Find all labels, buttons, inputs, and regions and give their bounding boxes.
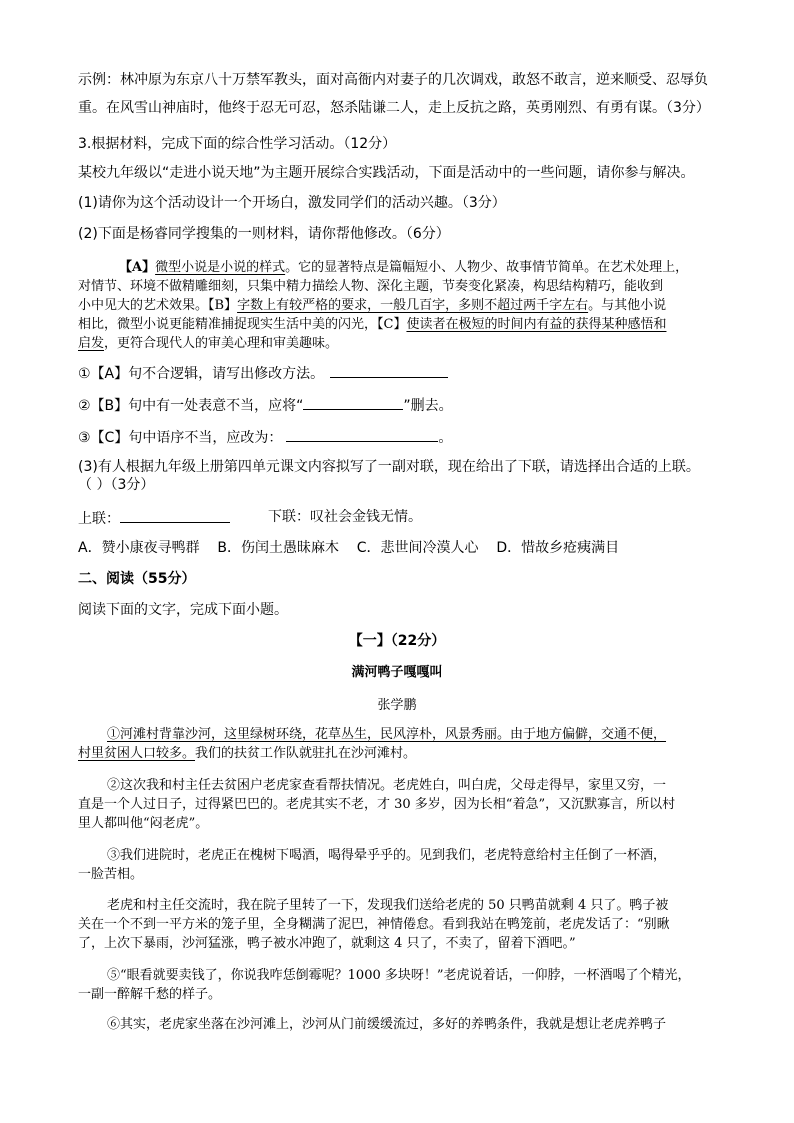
- material-line-4: 相比，微型小说更能精准捕捉现实生活中美的闪光，【C】使读者在极短的时间内有益的获得某种感悟和: [78, 317, 667, 332]
- item-1: ①【A】句不合逻辑，请写出修改方法。: [78, 363, 448, 383]
- material-line-3: 小中见大的艺术效果。【B】字数上有较严格的要求，一般几百字，多则不超过两千字左右。与其他小说: [78, 298, 667, 313]
- material-line-1: 【A】微型小说是小说的样式。它的显著特点是篇幅短小、人物少、故事情节简单。在艺术处理上，: [119, 260, 689, 275]
- section-2-title: 二、阅读（55分）: [78, 571, 196, 587]
- answer-blank-1[interactable]: [330, 363, 448, 378]
- paragraph-4-line-1: 老虎和村主任交流时，我在院子里转了一下，发现我们送给老虎的 50 只鸭苗就剩 4 只了。鸭子被: [107, 898, 669, 913]
- question-3-intro: 某校九年级以“走进小说天地”为主题开展综合实践活动，下面是活动中的一些问题，请你参与解决。: [78, 165, 695, 181]
- paragraph-1-line-2: 村里贫困人口较多。我们的扶贫工作队就驻扎在沙河滩村。: [78, 746, 417, 761]
- answer-options: A．赞小康夜寻鸭群 B．伤闰土愚昧麻木 C．悲世间冷漠人心 D．惜故乡疮痍满目: [78, 540, 620, 556]
- upper-couplet-blank[interactable]: [120, 508, 230, 523]
- paragraph-4-line-2: 关在一个不到一平方米的笼子里，全身糊满了泥巴，神情倦怠。看到我站在鸭笼前，老虎发话了：“别瞅: [78, 917, 670, 932]
- couplet-upper: 上联：: [78, 508, 230, 528]
- reading-instruction: 阅读下面的文字，完成下面小题。: [78, 602, 288, 618]
- paragraph-3-line-1: ③我们进院时，老虎正在槐树下喝酒，喝得晕乎乎的。见到我们，老虎特意给村主任倒了一杯酒，: [107, 848, 667, 863]
- article-author: 张学鹏: [377, 698, 417, 713]
- material-line-5: 启发，更符合现代人的审美心理和审美趣味。: [78, 336, 339, 351]
- question-3-title: 3.根据材料，完成下面的综合性学习活动。（12分）: [78, 136, 397, 152]
- sentence-b: 字数上有较严格的要求，一般几百字，多则不超过两千字左右: [237, 298, 589, 313]
- couplet-lower: 下联：叹社会金钱无情。: [268, 509, 422, 525]
- sub-question-3-line-1: (3)有人根据九年级上册第四单元课文内容拟写了一副对联，现在给出了下联，请选择出合适的上联。: [78, 459, 700, 475]
- sub-question-2: (2)下面是杨睿同学搜集的一则材料，请你帮他修改。（6分）: [78, 226, 450, 242]
- paragraph-5-line-2: 一副一醉解千愁的样子。: [78, 987, 222, 1002]
- sentence-a: 微型小说是小说的样式: [155, 260, 286, 275]
- paragraph-3-line-2: 一脸苦相。: [78, 867, 144, 882]
- paragraph-6-line-1: ⑥其实，老虎家坐落在沙河滩上，沙河从门前缓缓流过，多好的养鸭条件，我就是想让老虎养鸭子: [107, 1017, 667, 1032]
- item-3: ③【C】句中语序不当，应改为： 。: [78, 427, 452, 447]
- sentence-c: 使读者在极短的时间内有益的获得某种感悟和: [406, 317, 667, 332]
- answer-blank-2[interactable]: [303, 395, 403, 410]
- paragraph-5-line-1: ⑤“眼看就要卖钱了，你说我咋恁倒霉呢？1000 多块呀！”老虎说着话，一仰脖，一杯酒喝了个精光，: [107, 968, 691, 983]
- item-2: ②【B】句中有一处表意不当，应将“ ”删去。: [78, 395, 453, 415]
- material-line-2: 对情节、环境不做精雕细刻，只集中精力描绘人物、深化主题，节奏变化紧凑，构思结构精巧，能收到: [78, 279, 664, 294]
- article-title: 满河鸭子嘎嘎叫: [351, 665, 443, 680]
- sub-question-3-line-2: （ ）（3分）: [78, 477, 155, 493]
- paragraph-2-line-3: 里人都叫他“闷老虎”。: [78, 816, 209, 831]
- part-heading: 【一】（22分）: [348, 633, 446, 649]
- example-line-2: 重。在风雪山神庙时，他终于忍无可忍，怒杀陆谦二人，走上反抗之路，英勇刚烈、有勇有谋。（3分）: [78, 100, 710, 116]
- paragraph-2-line-2: 直是一个人过日子，过得紧巴巴的。老虎其实不老，才 30 多岁，因为长相“着急”，又沉默寡言，所以村: [78, 797, 676, 812]
- answer-blank-3[interactable]: [286, 427, 438, 442]
- paragraph-4-line-3: 了，上次下暴雨，沙河猛涨，鸭子被水冲跑了，就剩这 4 只了，不卖了，留着下酒吧。”: [78, 936, 576, 951]
- paragraph-2-line-1: ②这次我和村主任去贫困户老虎家查看帮扶情况。老虎姓白，叫白虎，父母走得早，家里又穷，一: [107, 778, 667, 793]
- sub-question-1: (1)请你为这个活动设计一个开场白，激发同学们的活动兴趣。（3分）: [78, 195, 506, 211]
- example-line-1: 示例：林冲原为东京八十万禁军教头，面对高衙内对妻子的几次调戏，敢怒不敢言，逆来顺受、忍辱负: [78, 72, 708, 88]
- paragraph-1-line-1: ①河滩村背靠沙河，这里绿树环绕，花草丛生，民风淳朴，风景秀丽。由于地方偏僻，交通不便，: [107, 727, 667, 742]
